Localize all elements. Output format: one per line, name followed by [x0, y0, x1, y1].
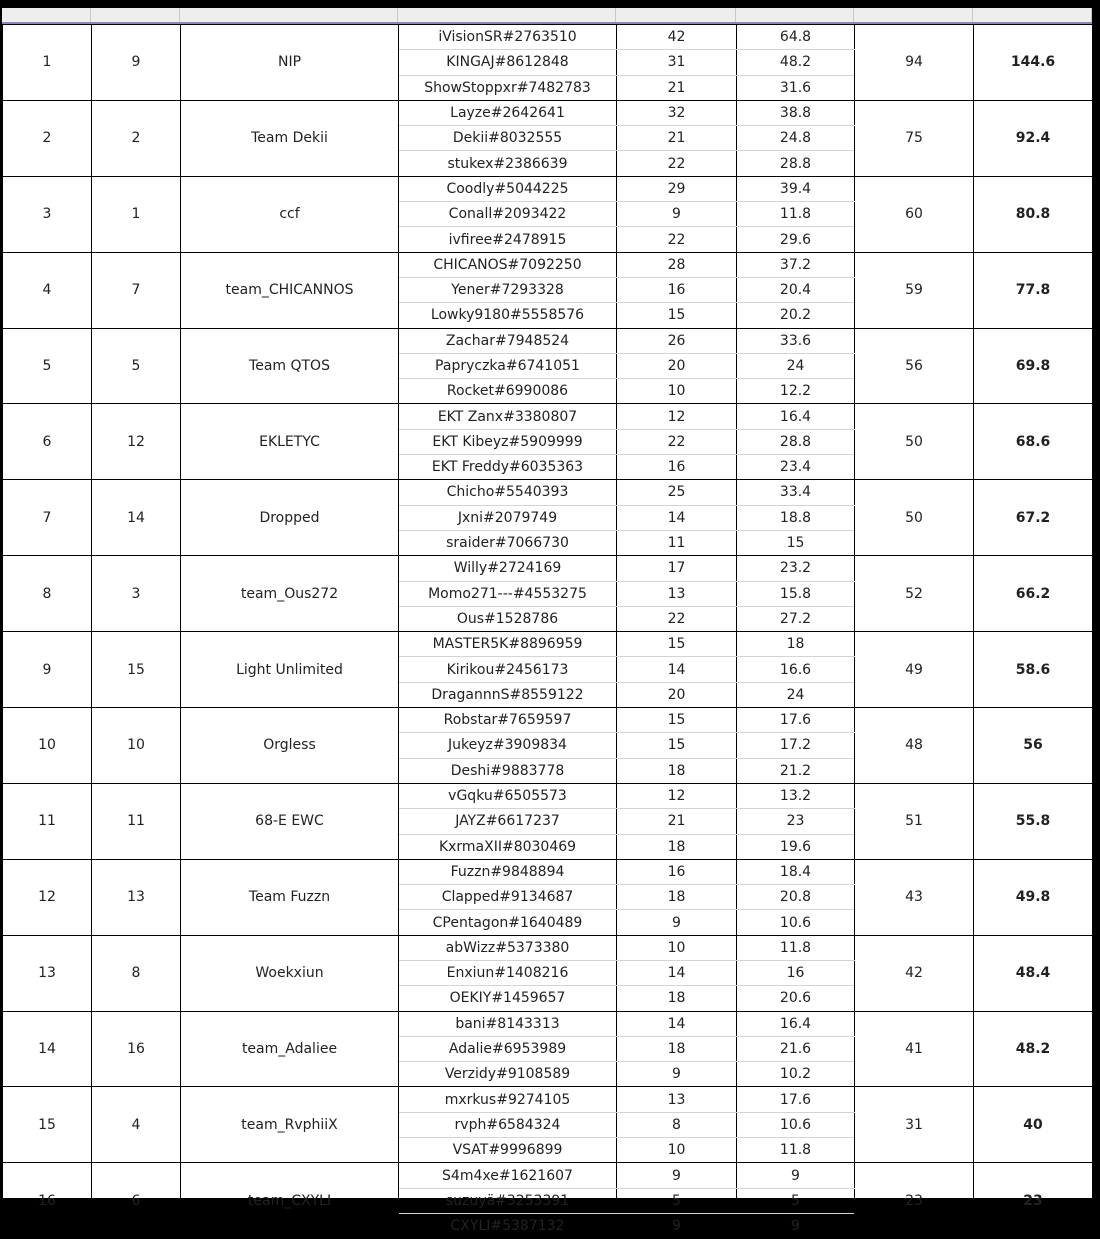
- player-kills-cell[interactable]: 15: [617, 733, 737, 758]
- team-name-cell[interactable]: 68-E EWC: [181, 783, 399, 859]
- player-name-cell[interactable]: EKT Zanx#3380807: [399, 404, 617, 429]
- player-points-cell[interactable]: 64.8: [737, 25, 855, 50]
- team-total-cell[interactable]: 49.8: [974, 859, 1093, 935]
- player-name-cell[interactable]: vGqku#6505573: [399, 783, 617, 808]
- player-points-cell[interactable]: 16: [737, 960, 855, 985]
- player-name-cell[interactable]: Fuzzn#9848894: [399, 859, 617, 884]
- player-kills-cell[interactable]: 9: [617, 202, 737, 227]
- player-points-cell[interactable]: 10.6: [737, 910, 855, 935]
- player-name-cell[interactable]: KINGAJ#8612848: [399, 50, 617, 75]
- player-name-cell[interactable]: iVisionSR#2763510: [399, 25, 617, 50]
- team-kills-cell[interactable]: 75: [855, 100, 974, 176]
- seed-cell[interactable]: 6: [92, 1163, 181, 1239]
- table-row: [3, 100, 1093, 125]
- player-points-cell[interactable]: 17.6: [737, 1087, 855, 1112]
- player-kills-cell[interactable]: 25: [617, 480, 737, 505]
- player-name-cell[interactable]: VSAT#9996899: [399, 1138, 617, 1163]
- player-kills-cell[interactable]: 8: [617, 1112, 737, 1137]
- player-name-cell[interactable]: CHICANOS#7092250: [399, 252, 617, 277]
- player-kills-cell[interactable]: 20: [617, 353, 737, 378]
- player-name-cell[interactable]: MASTER5K#8896959: [399, 632, 617, 657]
- player-points-cell[interactable]: 11.8: [737, 1138, 855, 1163]
- player-kills-cell[interactable]: 12: [617, 404, 737, 429]
- player-name-cell[interactable]: OEKIY#1459657: [399, 986, 617, 1011]
- seed-cell[interactable]: 12: [92, 404, 181, 480]
- header-cell: [736, 8, 854, 22]
- team-total-cell[interactable]: 69.8: [974, 328, 1093, 404]
- player-points-cell[interactable]: 24: [737, 353, 855, 378]
- player-points-cell[interactable]: 9: [737, 1163, 855, 1188]
- player-points-cell[interactable]: 24.8: [737, 126, 855, 151]
- team-kills-cell[interactable]: 48: [855, 708, 974, 784]
- seed-cell[interactable]: 3: [92, 556, 181, 632]
- header-cell: [616, 8, 736, 22]
- player-kills-cell[interactable]: 9: [617, 1213, 737, 1238]
- rank-cell[interactable]: 12: [3, 859, 92, 935]
- rank-cell[interactable]: 8: [3, 556, 92, 632]
- player-points-cell[interactable]: 16.4: [737, 404, 855, 429]
- table-row: [3, 252, 1093, 277]
- seed-cell[interactable]: 13: [92, 859, 181, 935]
- player-name-cell[interactable]: Adalie#6953989: [399, 1036, 617, 1061]
- player-kills-cell[interactable]: 15: [617, 303, 737, 328]
- player-points-cell[interactable]: 20.6: [737, 986, 855, 1011]
- player-points-cell[interactable]: 48.2: [737, 50, 855, 75]
- player-points-cell[interactable]: 18: [737, 632, 855, 657]
- player-name-cell[interactable]: rvph#6584324: [399, 1112, 617, 1137]
- table-row: [3, 328, 1093, 353]
- player-kills-cell[interactable]: 13: [617, 1087, 737, 1112]
- player-points-cell[interactable]: 21.6: [737, 1036, 855, 1061]
- player-points-cell[interactable]: 20.4: [737, 277, 855, 302]
- player-points-cell[interactable]: 33.6: [737, 328, 855, 353]
- player-kills-cell[interactable]: 22: [617, 151, 737, 176]
- player-points-cell[interactable]: 38.8: [737, 100, 855, 125]
- player-kills-cell[interactable]: 14: [617, 960, 737, 985]
- table-row: [3, 1087, 1093, 1112]
- team-kills-cell[interactable]: 42: [855, 935, 974, 1011]
- team-kills-cell[interactable]: 43: [855, 859, 974, 935]
- player-name-cell[interactable]: Jukeyz#3909834: [399, 733, 617, 758]
- player-name-cell[interactable]: sraider#7066730: [399, 530, 617, 555]
- player-kills-cell[interactable]: 28: [617, 252, 737, 277]
- team-kills-cell[interactable]: 56: [855, 328, 974, 404]
- player-points-cell[interactable]: 20.8: [737, 885, 855, 910]
- seed-cell[interactable]: 1: [92, 176, 181, 252]
- player-name-cell[interactable]: Zachar#7948524: [399, 328, 617, 353]
- team-kills-cell[interactable]: 50: [855, 404, 974, 480]
- player-points-cell[interactable]: 23: [737, 809, 855, 834]
- seed-cell[interactable]: 4: [92, 1087, 181, 1163]
- header-cell: [854, 8, 973, 22]
- player-kills-cell[interactable]: 18: [617, 1036, 737, 1061]
- player-name-cell[interactable]: Dekii#8032555: [399, 126, 617, 151]
- seed-cell[interactable]: 9: [92, 25, 181, 101]
- player-points-cell[interactable]: 15.8: [737, 581, 855, 606]
- team-kills-cell[interactable]: 31: [855, 1087, 974, 1163]
- rank-cell[interactable]: 14: [3, 1011, 92, 1087]
- player-name-cell[interactable]: Verzidy#9108589: [399, 1062, 617, 1087]
- header-cell: [2, 8, 91, 22]
- player-points-cell[interactable]: 11.8: [737, 202, 855, 227]
- player-name-cell[interactable]: CPentagon#1640489: [399, 910, 617, 935]
- table-row: [3, 404, 1093, 429]
- table-row: [3, 632, 1093, 657]
- player-kills-cell[interactable]: 16: [617, 455, 737, 480]
- rank-cell[interactable]: 11: [3, 783, 92, 859]
- seed-cell[interactable]: 5: [92, 328, 181, 404]
- player-points-cell[interactable]: 13.2: [737, 783, 855, 808]
- standings-table: [2, 24, 1093, 1239]
- player-kills-cell[interactable]: 18: [617, 758, 737, 783]
- player-name-cell[interactable]: S4m4xe#1621607: [399, 1163, 617, 1188]
- team-total-cell[interactable]: 48.2: [974, 1011, 1093, 1087]
- player-kills-cell[interactable]: 21: [617, 809, 737, 834]
- team-total-cell[interactable]: 56: [974, 708, 1093, 784]
- player-points-cell[interactable]: 16.6: [737, 657, 855, 682]
- team-name-cell[interactable]: EKLETYC: [181, 404, 399, 480]
- seed-cell[interactable]: 2: [92, 100, 181, 176]
- rank-cell[interactable]: 3: [3, 176, 92, 252]
- player-kills-cell[interactable]: 42: [617, 25, 737, 50]
- team-total-cell[interactable]: 144.6: [974, 25, 1093, 101]
- team-name-cell[interactable]: Woekxiun: [181, 935, 399, 1011]
- team-name-cell[interactable]: team_Adaliee: [181, 1011, 399, 1087]
- team-name-cell[interactable]: Team Dekii: [181, 100, 399, 176]
- rank-cell[interactable]: 6: [3, 404, 92, 480]
- player-kills-cell[interactable]: 9: [617, 1062, 737, 1087]
- table-row: [3, 1163, 1093, 1188]
- header-cell: [973, 8, 1092, 22]
- team-total-cell[interactable]: 23: [974, 1163, 1093, 1239]
- rank-cell[interactable]: 1: [3, 25, 92, 101]
- team-kills-cell[interactable]: 50: [855, 480, 974, 556]
- seed-cell[interactable]: 7: [92, 252, 181, 328]
- team-total-cell[interactable]: 67.2: [974, 480, 1093, 556]
- player-name-cell[interactable]: Deshi#9883778: [399, 758, 617, 783]
- player-name-cell[interactable]: Kirikou#2456173: [399, 657, 617, 682]
- player-points-cell[interactable]: 23.4: [737, 455, 855, 480]
- team-kills-cell[interactable]: 94: [855, 25, 974, 101]
- rank-cell[interactable]: 16: [3, 1163, 92, 1239]
- player-name-cell[interactable]: Papryczka#6741051: [399, 353, 617, 378]
- header-cell: [180, 8, 398, 22]
- player-name-cell[interactable]: stukex#2386639: [399, 151, 617, 176]
- table-row: [3, 176, 1093, 201]
- player-kills-cell[interactable]: 20: [617, 682, 737, 707]
- table-row: [3, 859, 1093, 884]
- player-name-cell[interactable]: Coodly#5044225: [399, 176, 617, 201]
- rank-cell[interactable]: 9: [3, 632, 92, 708]
- team-total-cell[interactable]: 68.6: [974, 404, 1093, 480]
- team-kills-cell[interactable]: 59: [855, 252, 974, 328]
- player-name-cell[interactable]: EKT Freddy#6035363: [399, 455, 617, 480]
- player-kills-cell[interactable]: 21: [617, 75, 737, 100]
- player-kills-cell[interactable]: 32: [617, 100, 737, 125]
- table-row: [3, 708, 1093, 733]
- player-points-cell[interactable]: 17.2: [737, 733, 855, 758]
- player-kills-cell[interactable]: 5: [617, 1188, 737, 1213]
- player-name-cell[interactable]: ShowStoppxr#7482783: [399, 75, 617, 100]
- player-name-cell[interactable]: Momo271---#4553275: [399, 581, 617, 606]
- player-kills-cell[interactable]: 21: [617, 126, 737, 151]
- player-points-cell[interactable]: 18.4: [737, 859, 855, 884]
- player-name-cell[interactable]: Lowky9180#5558576: [399, 303, 617, 328]
- team-name-cell[interactable]: Light Unlimited: [181, 632, 399, 708]
- table-row: [3, 25, 1093, 50]
- team-name-cell[interactable]: team_CXYLI: [181, 1163, 399, 1239]
- seed-cell[interactable]: 15: [92, 632, 181, 708]
- team-name-cell[interactable]: Dropped: [181, 480, 399, 556]
- player-kills-cell[interactable]: 17: [617, 556, 737, 581]
- player-points-cell[interactable]: 27.2: [737, 606, 855, 631]
- team-kills-cell[interactable]: 41: [855, 1011, 974, 1087]
- player-points-cell[interactable]: 37.2: [737, 252, 855, 277]
- player-points-cell[interactable]: 16.4: [737, 1011, 855, 1036]
- team-kills-cell[interactable]: 23: [855, 1163, 974, 1239]
- player-name-cell[interactable]: ivfiree#2478915: [399, 227, 617, 252]
- player-name-cell[interactable]: Rocket#6990086: [399, 379, 617, 404]
- team-total-cell[interactable]: 66.2: [974, 556, 1093, 632]
- team-name-cell[interactable]: Team Fuzzn: [181, 859, 399, 935]
- player-kills-cell[interactable]: 15: [617, 632, 737, 657]
- header-cell: [91, 8, 180, 22]
- player-kills-cell[interactable]: 9: [617, 1163, 737, 1188]
- player-points-cell[interactable]: 18.8: [737, 505, 855, 530]
- team-total-cell[interactable]: 55.8: [974, 783, 1093, 859]
- player-kills-cell[interactable]: 13: [617, 581, 737, 606]
- player-kills-cell[interactable]: 16: [617, 277, 737, 302]
- table-row: [3, 480, 1093, 505]
- team-kills-cell[interactable]: 51: [855, 783, 974, 859]
- player-points-cell[interactable]: 17.6: [737, 708, 855, 733]
- player-name-cell[interactable]: KxrmaXII#8030469: [399, 834, 617, 859]
- player-kills-cell[interactable]: 14: [617, 505, 737, 530]
- player-points-cell[interactable]: 33.4: [737, 480, 855, 505]
- team-name-cell[interactable]: team_Ous272: [181, 556, 399, 632]
- player-points-cell[interactable]: 28.8: [737, 429, 855, 454]
- team-total-cell[interactable]: 77.8: [974, 252, 1093, 328]
- player-kills-cell[interactable]: 10: [617, 1138, 737, 1163]
- player-kills-cell[interactable]: 14: [617, 657, 737, 682]
- player-kills-cell[interactable]: 22: [617, 429, 737, 454]
- seed-cell[interactable]: 11: [92, 783, 181, 859]
- player-kills-cell[interactable]: 22: [617, 606, 737, 631]
- spreadsheet-page: [2, 8, 1092, 1235]
- player-points-cell[interactable]: 19.6: [737, 834, 855, 859]
- team-total-cell[interactable]: 80.8: [974, 176, 1093, 252]
- player-kills-cell[interactable]: 16: [617, 859, 737, 884]
- team-kills-cell[interactable]: 60: [855, 176, 974, 252]
- player-name-cell[interactable]: Clapped#9134687: [399, 885, 617, 910]
- player-points-cell[interactable]: 10.2: [737, 1062, 855, 1087]
- header-cell: [398, 8, 616, 22]
- player-points-cell[interactable]: 21.2: [737, 758, 855, 783]
- player-points-cell[interactable]: 23.2: [737, 556, 855, 581]
- player-name-cell[interactable]: Willy#2724169: [399, 556, 617, 581]
- table-row: [3, 935, 1093, 960]
- seed-cell[interactable]: 10: [92, 708, 181, 784]
- header-row: [2, 8, 1092, 24]
- team-name-cell[interactable]: NIP: [181, 25, 399, 101]
- player-name-cell[interactable]: CXYLI#5387132: [399, 1213, 617, 1238]
- player-name-cell[interactable]: suzuyä#3253391: [399, 1188, 617, 1213]
- team-total-cell[interactable]: 48.4: [974, 935, 1093, 1011]
- seed-cell[interactable]: 8: [92, 935, 181, 1011]
- player-points-cell[interactable]: 28.8: [737, 151, 855, 176]
- team-total-cell[interactable]: 40: [974, 1087, 1093, 1163]
- team-kills-cell[interactable]: 49: [855, 632, 974, 708]
- player-name-cell[interactable]: Enxiun#1408216: [399, 960, 617, 985]
- team-name-cell[interactable]: ccf: [181, 176, 399, 252]
- seed-cell[interactable]: 14: [92, 480, 181, 556]
- player-kills-cell[interactable]: 29: [617, 176, 737, 201]
- player-points-cell[interactable]: 9: [737, 1213, 855, 1238]
- player-kills-cell[interactable]: 22: [617, 227, 737, 252]
- rank-cell[interactable]: 15: [3, 1087, 92, 1163]
- rank-cell[interactable]: 2: [3, 100, 92, 176]
- player-kills-cell[interactable]: 15: [617, 708, 737, 733]
- player-kills-cell[interactable]: 26: [617, 328, 737, 353]
- team-total-cell[interactable]: 58.6: [974, 632, 1093, 708]
- seed-cell[interactable]: 16: [92, 1011, 181, 1087]
- team-name-cell[interactable]: team_CHICANNOS: [181, 252, 399, 328]
- player-kills-cell[interactable]: 11: [617, 530, 737, 555]
- player-points-cell[interactable]: 29.6: [737, 227, 855, 252]
- team-name-cell[interactable]: Team QTOS: [181, 328, 399, 404]
- player-name-cell[interactable]: Jxni#2079749: [399, 505, 617, 530]
- player-name-cell[interactable]: Yener#7293328: [399, 277, 617, 302]
- player-kills-cell[interactable]: 18: [617, 885, 737, 910]
- player-name-cell[interactable]: Layze#2642641: [399, 100, 617, 125]
- player-kills-cell[interactable]: 18: [617, 834, 737, 859]
- player-kills-cell[interactable]: 10: [617, 935, 737, 960]
- player-name-cell[interactable]: Chicho#5540393: [399, 480, 617, 505]
- player-kills-cell[interactable]: 12: [617, 783, 737, 808]
- player-name-cell[interactable]: EKT Kibeyz#5909999: [399, 429, 617, 454]
- table-row: [3, 556, 1093, 581]
- player-points-cell[interactable]: 39.4: [737, 176, 855, 201]
- player-name-cell[interactable]: Ous#1528786: [399, 606, 617, 631]
- rank-cell[interactable]: 10: [3, 708, 92, 784]
- player-points-cell[interactable]: 10.6: [737, 1112, 855, 1137]
- player-kills-cell[interactable]: 14: [617, 1011, 737, 1036]
- player-name-cell[interactable]: mxrkus#9274105: [399, 1087, 617, 1112]
- player-points-cell[interactable]: 15: [737, 530, 855, 555]
- player-kills-cell[interactable]: 31: [617, 50, 737, 75]
- player-points-cell[interactable]: 20.2: [737, 303, 855, 328]
- team-name-cell[interactable]: team_RvphiiX: [181, 1087, 399, 1163]
- player-points-cell[interactable]: 24: [737, 682, 855, 707]
- rank-cell[interactable]: 4: [3, 252, 92, 328]
- player-name-cell[interactable]: DragannnS#8559122: [399, 682, 617, 707]
- player-points-cell[interactable]: 12.2: [737, 379, 855, 404]
- table-row: [3, 1011, 1093, 1036]
- player-kills-cell[interactable]: 18: [617, 986, 737, 1011]
- player-name-cell[interactable]: bani#8143313: [399, 1011, 617, 1036]
- rank-cell[interactable]: 5: [3, 328, 92, 404]
- player-name-cell[interactable]: JAYZ#6617237: [399, 809, 617, 834]
- player-name-cell[interactable]: Conall#2093422: [399, 202, 617, 227]
- player-points-cell[interactable]: 31.6: [737, 75, 855, 100]
- player-points-cell[interactable]: 5: [737, 1188, 855, 1213]
- player-kills-cell[interactable]: 9: [617, 910, 737, 935]
- player-name-cell[interactable]: Robstar#7659597: [399, 708, 617, 733]
- team-total-cell[interactable]: 92.4: [974, 100, 1093, 176]
- rank-cell[interactable]: 7: [3, 480, 92, 556]
- table-row: [3, 783, 1093, 808]
- player-name-cell[interactable]: abWizz#5373380: [399, 935, 617, 960]
- rank-cell[interactable]: 13: [3, 935, 92, 1011]
- team-kills-cell[interactable]: 52: [855, 556, 974, 632]
- player-points-cell[interactable]: 11.8: [737, 935, 855, 960]
- team-name-cell[interactable]: Orgless: [181, 708, 399, 784]
- player-kills-cell[interactable]: 10: [617, 379, 737, 404]
